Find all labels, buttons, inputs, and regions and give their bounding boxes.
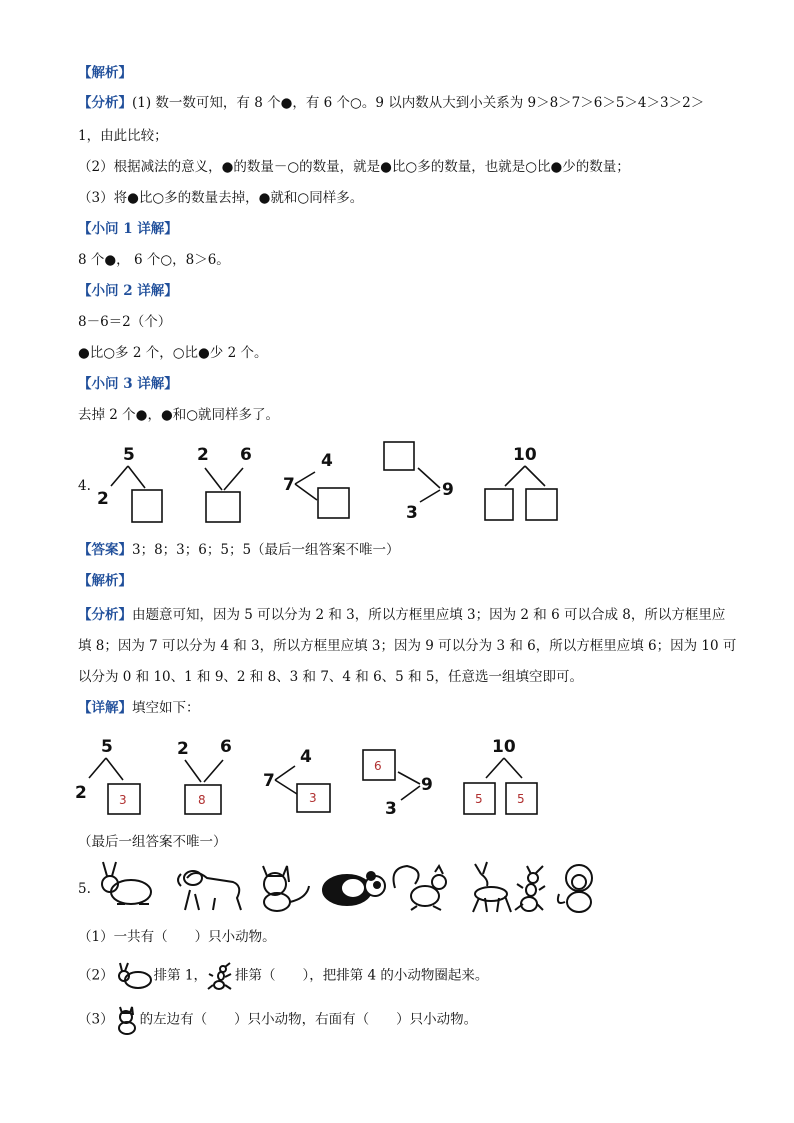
ant-icon bbox=[515, 866, 545, 911]
fenxi-text: (1) 数一数可知，有 8 个●，有 6 个○。9 以内数从大到小关系为 9＞8＞7＞6＞5＞4＞3＞2＞ bbox=[132, 95, 705, 111]
q4-jiexi-label: 【解析】 bbox=[78, 573, 132, 589]
q4-fenxi-line-3: 以分为 0 和 10、1 和 9、2 和 8、3 和 7、4 和 6、5 和 5，任意选一组填空即可。 bbox=[78, 669, 583, 685]
fig1-top: 5 bbox=[123, 445, 135, 465]
ant-icon bbox=[207, 962, 235, 990]
answer-text: 3；8；3；6；5；5（最后一组答案不唯一） bbox=[132, 542, 400, 558]
a-fig5-top: 10 bbox=[492, 737, 516, 757]
q4-fenxi-label: 【分析】 bbox=[78, 607, 132, 623]
q2-text-2: ●比○多 2 个，○比●少 2 个。 bbox=[78, 345, 268, 361]
a-fig3-left: 7 bbox=[263, 771, 275, 791]
fig2-box bbox=[206, 492, 240, 522]
q4-number: 4. bbox=[78, 478, 91, 494]
q5-1-text: （1）一共有（ ）只小动物。 bbox=[78, 929, 276, 945]
fenxi-label: 【分析】 bbox=[78, 95, 132, 111]
fenxi-line-4: （3）将●比○多的数量去掉，●就和○同样多。 bbox=[78, 190, 364, 206]
a-fig2-top-right: 6 bbox=[220, 737, 232, 757]
q2-label: 【小问 2 详解】 bbox=[78, 283, 178, 299]
deer-icon bbox=[473, 862, 511, 912]
q5-2-suffix: 排第（ ），把排第 4 的小动物圈起来。 bbox=[234, 967, 489, 984]
q5-2-prefix: （2） bbox=[78, 967, 114, 984]
fig5-box-right bbox=[526, 489, 557, 520]
q2-text-1: 8－6＝2（个） bbox=[78, 314, 172, 330]
panda-icon bbox=[323, 872, 385, 905]
fig2-top-left: 2 bbox=[197, 445, 209, 465]
a-fig5-answer-left: 5 bbox=[475, 792, 483, 806]
q5-3-suffix: 的左边有（ ）只小动物，右面有（ ）只小动物。 bbox=[139, 1011, 478, 1028]
cat-icon bbox=[114, 1004, 140, 1036]
cat-icon bbox=[263, 866, 309, 911]
a-fig1-top: 5 bbox=[101, 737, 113, 757]
q3-text: 去掉 2 个●，●和○就同样多了。 bbox=[78, 407, 280, 423]
a-fig1-left: 2 bbox=[75, 783, 87, 803]
fig2-top-right: 6 bbox=[240, 445, 252, 465]
fenxi-line-3: （2）根据减法的意义，●的数量－○的数量，就是●比○多的数量，也就是○比●少的数量； bbox=[78, 159, 630, 175]
answer-note: （最后一组答案不唯一） bbox=[78, 834, 227, 850]
a-fig3-answer: 3 bbox=[309, 791, 317, 805]
q1-text: 8 个●， 6 个○，8＞6。 bbox=[78, 252, 230, 268]
dog-icon bbox=[178, 871, 241, 910]
fig1-left: 2 bbox=[97, 489, 109, 509]
a-fig4-answer: 6 bbox=[374, 759, 382, 773]
jiexi-label: 【解析】 bbox=[78, 65, 132, 81]
rabbit-icon bbox=[114, 962, 154, 990]
q1-label: 【小问 1 详解】 bbox=[78, 221, 178, 237]
detail-text: 填空如下： bbox=[132, 700, 200, 716]
fig3-box bbox=[318, 488, 349, 518]
rabbit-icon bbox=[102, 862, 151, 904]
squirrel-icon bbox=[394, 866, 447, 910]
a-fig5-answer-right: 5 bbox=[517, 792, 525, 806]
q5-3-line bbox=[78, 1004, 477, 1036]
fig4-box bbox=[384, 442, 414, 470]
fig4-right: 9 bbox=[442, 480, 454, 500]
q5-2-mid: 排第 1， bbox=[153, 967, 207, 984]
a-fig2-top-left: 2 bbox=[177, 739, 189, 759]
q4-fenxi-line-2: 填 8；因为 7 可以分为 4 和 3，所以方框里应填 3；因为 9 可以分为 3 和 6，所以方框里应填 6；因为 10 可 bbox=[78, 638, 737, 654]
q4-detail-line bbox=[78, 699, 200, 717]
a-fig2-answer: 8 bbox=[198, 793, 206, 807]
q5-2-line bbox=[78, 962, 488, 990]
monkey-icon bbox=[558, 865, 592, 912]
detail-label: 【详解】 bbox=[78, 700, 132, 716]
a-fig1-answer: 3 bbox=[119, 793, 127, 807]
fenxi-line-2: 1，由此比较； bbox=[78, 128, 168, 144]
q4-fenxi-text: 由题意可知，因为 5 可以分为 2 和 3，所以方框里应填 3；因为 2 和 6 可以合成 8，所以方框里应 bbox=[132, 607, 726, 623]
fig4-bottom-left: 3 bbox=[406, 503, 418, 523]
fenxi-line-1 bbox=[78, 94, 704, 112]
q3-label: 【小问 3 详解】 bbox=[78, 376, 178, 392]
answer-line bbox=[78, 541, 400, 559]
q5-number: 5. bbox=[78, 881, 91, 897]
a-fig4-right: 9 bbox=[421, 775, 433, 795]
number-composition-figures bbox=[85, 438, 565, 530]
fig5-box-left bbox=[485, 489, 513, 520]
animal-row bbox=[95, 858, 605, 916]
fig5-top: 10 bbox=[513, 445, 537, 465]
q5-3-prefix: （3） bbox=[78, 1011, 114, 1028]
fig3-right-top: 4 bbox=[321, 451, 333, 471]
fig3-left: 7 bbox=[283, 475, 295, 495]
answer-figures bbox=[73, 730, 553, 822]
answer-label: 【答案】 bbox=[78, 542, 132, 558]
q4-fenxi-line-1 bbox=[78, 606, 725, 624]
a-fig4-bottom-left: 3 bbox=[385, 799, 397, 819]
a-fig3-right-top: 4 bbox=[300, 747, 312, 767]
fig1-box bbox=[132, 490, 162, 522]
